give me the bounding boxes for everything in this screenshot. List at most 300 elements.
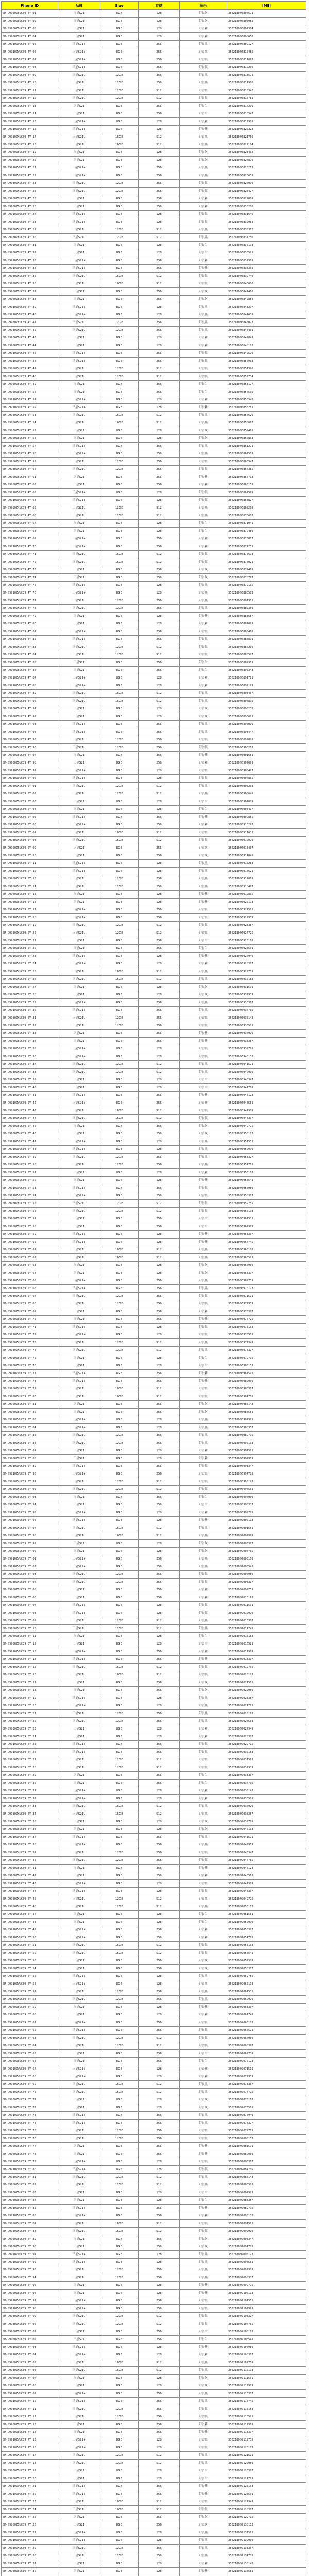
- table-row[interactable]: [2, 1300, 306, 1308]
- cell-phone-id[interactable]: SM-G9900ZBUCE9 6Y 24: [2, 1733, 58, 1741]
- cell-size[interactable]: 16GB: [100, 1254, 139, 1262]
- cell-color[interactable]: 幻影银: [180, 2405, 227, 2413]
- cell-brand[interactable]: 三星S21: [58, 937, 100, 945]
- table-row[interactable]: [2, 775, 306, 783]
- cell-storage[interactable]: 256: [139, 914, 180, 922]
- table-row[interactable]: [2, 1038, 306, 1045]
- cell-storage[interactable]: 256: [139, 1926, 180, 1934]
- cell-color[interactable]: 幻影灰: [180, 713, 227, 721]
- cell-color[interactable]: 幻影银: [180, 1115, 227, 1123]
- cell-storage[interactable]: 256: [139, 1092, 180, 1099]
- cell-imei[interactable]: 356218096880573: [227, 589, 306, 597]
- cell-color[interactable]: 幻影银: [180, 497, 227, 504]
- cell-size[interactable]: 8GB: [100, 2351, 139, 2359]
- cell-size[interactable]: 8GB: [100, 613, 139, 620]
- cell-storage[interactable]: 256: [139, 2127, 180, 2135]
- cell-imei[interactable]: 356218096898447: [227, 728, 306, 736]
- cell-brand[interactable]: 三星S21: [58, 2560, 100, 2568]
- cell-phone-id[interactable]: SM-G9980ZKUCE9 5Y 13: [2, 875, 58, 883]
- cell-size[interactable]: 16GB: [100, 2367, 139, 2375]
- cell-brand[interactable]: 三星S21U: [58, 2035, 100, 2042]
- table-row[interactable]: [2, 535, 306, 543]
- cell-phone-id[interactable]: SM-G9910ZWUCE9 5Y 47: [2, 1138, 58, 1146]
- cell-imei[interactable]: 356218097004765: [227, 1548, 306, 1555]
- cell-brand[interactable]: 三星S21U: [58, 1571, 100, 1579]
- cell-phone-id[interactable]: SM-G9900ZBUCE9 5Y 52: [2, 1177, 58, 1184]
- cell-brand[interactable]: 三星S21U: [58, 643, 100, 651]
- cell-phone-id[interactable]: SM-G9910ZWUCE9 5Y 66: [2, 1285, 58, 1293]
- cell-brand[interactable]: 三星S21U: [58, 2266, 100, 2274]
- cell-storage[interactable]: 128: [139, 2004, 180, 2011]
- table-row[interactable]: [2, 211, 306, 218]
- cell-imei[interactable]: 356218096925163: [227, 937, 306, 945]
- cell-phone-id[interactable]: SM-G9980ZKUCE9 6Y 04: [2, 1579, 58, 1586]
- cell-phone-id[interactable]: SM-G9900ZBUCE9 7Y 01: [2, 2328, 58, 2336]
- cell-size[interactable]: 12GB: [100, 1857, 139, 1865]
- cell-phone-id[interactable]: SM-G9900ZBUCE9 7Y 08: [2, 2382, 58, 2390]
- cell-storage[interactable]: 256: [139, 481, 180, 489]
- table-row[interactable]: [2, 1069, 306, 1076]
- cell-imei[interactable]: 356218097109755: [227, 2359, 306, 2367]
- cell-size[interactable]: 8GB: [100, 2259, 139, 2266]
- cell-brand[interactable]: 三星S21U: [58, 1486, 100, 1494]
- cell-phone-id[interactable]: SM-G9910ZWUCE9 6Y 43: [2, 1880, 58, 1888]
- cell-size[interactable]: 12GB: [100, 1300, 139, 1308]
- cell-phone-id[interactable]: SM-G9980ZKUCE9 6Y 69: [2, 2081, 58, 2089]
- table-row[interactable]: [2, 613, 306, 620]
- table-row[interactable]: [2, 1455, 306, 1463]
- cell-imei[interactable]: 356218096944785: [227, 1084, 306, 1092]
- cell-brand[interactable]: 三星S21+: [58, 999, 100, 1007]
- cell-brand[interactable]: 三星S21+: [58, 1370, 100, 1378]
- cell-brand[interactable]: 三星S21U: [58, 2460, 100, 2467]
- cell-storage[interactable]: 128: [139, 991, 180, 999]
- cell-storage[interactable]: 512: [139, 2460, 180, 2467]
- cell-imei[interactable]: 356218096937929: [227, 1030, 306, 1038]
- cell-imei[interactable]: 356218096877469: [227, 566, 306, 574]
- cell-size[interactable]: 8GB: [100, 126, 139, 133]
- table-row[interactable]: [2, 473, 306, 481]
- cell-imei[interactable]: 356218097104765: [227, 2320, 306, 2328]
- cell-phone-id[interactable]: SM-G9900ZBUCE9 5Y 15: [2, 891, 58, 899]
- cell-phone-id[interactable]: SM-G9900ZBUCE9 6Y 42: [2, 1872, 58, 1880]
- cell-storage[interactable]: 128: [139, 620, 180, 628]
- table-row[interactable]: [2, 1486, 306, 1494]
- cell-size[interactable]: 8GB: [100, 33, 139, 41]
- cell-phone-id[interactable]: SM-G9980ZKUCE9 4Y 10: [2, 79, 58, 87]
- cell-storage[interactable]: 256: [139, 195, 180, 203]
- cell-color[interactable]: 幻影黑: [180, 2181, 227, 2189]
- cell-imei[interactable]: 356218096814908: [227, 79, 306, 87]
- cell-size[interactable]: 8GB: [100, 489, 139, 497]
- cell-brand[interactable]: 三星S21U: [58, 2359, 100, 2367]
- table-row[interactable]: [2, 1478, 306, 1486]
- cell-color[interactable]: 幻影紫: [180, 1455, 227, 1463]
- table-row[interactable]: [2, 1463, 306, 1470]
- cell-phone-id[interactable]: SM-G9980ZKUCE9 5Y 67: [2, 1293, 58, 1300]
- cell-phone-id[interactable]: SM-G9910ZWUCE9 5Y 18: [2, 914, 58, 922]
- cell-phone-id[interactable]: SM-G9910ZWUCE9 6Y 38: [2, 1841, 58, 1849]
- cell-imei[interactable]: 356218096960193: [227, 1208, 306, 1215]
- cell-storage[interactable]: 512: [139, 365, 180, 373]
- cell-imei[interactable]: 356218096804571: [227, 10, 306, 18]
- cell-size[interactable]: 12GB: [100, 1849, 139, 1857]
- cell-storage[interactable]: 256: [139, 265, 180, 273]
- cell-phone-id[interactable]: SM-G9900ZBUCE9 4Y 67: [2, 520, 58, 528]
- cell-color[interactable]: 幻影紫: [180, 1733, 227, 1741]
- cell-color[interactable]: 幻影灰: [180, 1818, 227, 1826]
- table-row[interactable]: [2, 2305, 306, 2313]
- cell-storage[interactable]: 256: [139, 605, 180, 613]
- cell-storage[interactable]: 256: [139, 1223, 180, 1231]
- cell-brand[interactable]: 三星S21+: [58, 535, 100, 543]
- cell-brand[interactable]: 三星S21+: [58, 1702, 100, 1710]
- cell-storage[interactable]: 128: [139, 2259, 180, 2266]
- cell-color[interactable]: 幻影银: [180, 2042, 227, 2050]
- cell-storage[interactable]: 512: [139, 2506, 180, 2514]
- cell-color[interactable]: 幻影紫: [180, 2351, 227, 2359]
- cell-storage[interactable]: 128: [139, 806, 180, 814]
- cell-size[interactable]: 8GB: [100, 759, 139, 767]
- cell-brand[interactable]: 三星S21: [58, 1679, 100, 1687]
- cell-brand[interactable]: 三星S21: [58, 2382, 100, 2390]
- cell-storage[interactable]: 128: [139, 2251, 180, 2259]
- cell-size[interactable]: 8GB: [100, 852, 139, 860]
- cell-imei[interactable]: 356218096923387: [227, 922, 306, 929]
- cell-size[interactable]: 8GB: [100, 659, 139, 667]
- table-row[interactable]: [2, 852, 306, 860]
- cell-color[interactable]: 幻影银: [180, 87, 227, 95]
- cell-brand[interactable]: 三星S21U: [58, 504, 100, 512]
- table-row[interactable]: [2, 2019, 306, 2027]
- cell-brand[interactable]: 三星S21: [58, 249, 100, 257]
- cell-color[interactable]: 幻影灰: [180, 1262, 227, 1269]
- table-row[interactable]: [2, 1996, 306, 2004]
- cell-imei[interactable]: 356218096927949: [227, 953, 306, 960]
- cell-storage[interactable]: 512: [139, 976, 180, 984]
- cell-imei[interactable]: 356218096846401: [227, 327, 306, 334]
- cell-imei[interactable]: 356218096962979: [227, 1223, 306, 1231]
- table-row[interactable]: [2, 1107, 306, 1115]
- cell-color[interactable]: 幻影黑: [180, 1285, 227, 1293]
- cell-brand[interactable]: 三星S21U: [58, 2367, 100, 2375]
- cell-imei[interactable]: 356218096843297: [227, 303, 306, 311]
- cell-imei[interactable]: 356218096985143: [227, 1401, 306, 1409]
- cell-storage[interactable]: 512: [139, 95, 180, 103]
- cell-storage[interactable]: 256: [139, 2336, 180, 2344]
- cell-color[interactable]: 幻影白: [180, 2189, 227, 2197]
- cell-storage[interactable]: 256: [139, 2398, 180, 2405]
- table-row[interactable]: [2, 2405, 306, 2413]
- cell-storage[interactable]: 512: [139, 419, 180, 427]
- cell-size[interactable]: 8GB: [100, 1965, 139, 1973]
- table-row[interactable]: [2, 2483, 306, 2490]
- cell-phone-id[interactable]: SM-G9900ZBUCE9 6Y 60: [2, 2011, 58, 2019]
- cell-color[interactable]: 幻影黑: [180, 133, 227, 141]
- cell-imei[interactable]: 356218097074725: [227, 2089, 306, 2096]
- cell-imei[interactable]: 356218097127949: [227, 2498, 306, 2506]
- cell-phone-id[interactable]: SM-G9900ZBUCE9 4Y 04: [2, 33, 58, 41]
- table-row[interactable]: [2, 1548, 306, 1555]
- cell-color[interactable]: 幻影灰: [180, 984, 227, 991]
- cell-color[interactable]: 幻影银: [180, 350, 227, 358]
- cell-imei[interactable]: 356218096885463: [227, 628, 306, 636]
- cell-size[interactable]: 8GB: [100, 906, 139, 914]
- cell-size[interactable]: 8GB: [100, 2305, 139, 2313]
- cell-storage[interactable]: 256: [139, 1563, 180, 1571]
- table-row[interactable]: [2, 1370, 306, 1378]
- table-row[interactable]: [2, 1045, 306, 1053]
- cell-color[interactable]: 幻影紫: [180, 814, 227, 821]
- cell-size[interactable]: 16GB: [100, 273, 139, 280]
- cell-size[interactable]: 12GB: [100, 783, 139, 790]
- cell-storage[interactable]: 128: [139, 713, 180, 721]
- cell-phone-id[interactable]: SM-G9900ZBUCE9 4Y 74: [2, 574, 58, 582]
- table-row[interactable]: [2, 1810, 306, 1818]
- cell-color[interactable]: 幻影黑: [180, 412, 227, 419]
- cell-size[interactable]: 8GB: [100, 543, 139, 551]
- cell-phone-id[interactable]: SM-G9910ZWUCE9 5Y 12: [2, 868, 58, 875]
- cell-imei[interactable]: 356218097126501: [227, 2490, 306, 2498]
- table-row[interactable]: [2, 806, 306, 814]
- cell-storage[interactable]: 256: [139, 906, 180, 914]
- cell-color[interactable]: 幻影银: [180, 2166, 227, 2174]
- table-row[interactable]: [2, 1579, 306, 1586]
- cell-brand[interactable]: 三星S21: [58, 2568, 100, 2575]
- table-row[interactable]: [2, 1787, 306, 1795]
- cell-color[interactable]: 幻影银: [180, 829, 227, 837]
- cell-storage[interactable]: 128: [139, 1084, 180, 1092]
- cell-size[interactable]: 8GB: [100, 342, 139, 350]
- cell-brand[interactable]: 三星S21+: [58, 303, 100, 311]
- cell-phone-id[interactable]: SM-G9900ZBUCE9 5Y 76: [2, 1362, 58, 1370]
- cell-color[interactable]: 幻影白: [180, 2058, 227, 2065]
- cell-phone-id[interactable]: SM-G9900ZBUCE9 6Y 35: [2, 1818, 58, 1826]
- cell-imei[interactable]: 356218096827099: [227, 180, 306, 188]
- cell-brand[interactable]: 三星S21U: [58, 968, 100, 976]
- cell-color[interactable]: 幻影黑: [180, 2081, 227, 2089]
- cell-phone-id[interactable]: SM-G9980ZKUCE9 6Y 88: [2, 2228, 58, 2235]
- cell-size[interactable]: 8GB: [100, 1378, 139, 1385]
- cell-color[interactable]: 幻影黑: [180, 860, 227, 868]
- cell-storage[interactable]: 128: [139, 2568, 180, 2575]
- cell-imei[interactable]: 356218096841416: [227, 288, 306, 296]
- cell-size[interactable]: 16GB: [100, 2228, 139, 2235]
- cell-phone-id[interactable]: SM-G9910ZWUCE9 6Y 37: [2, 1834, 58, 1841]
- cell-brand[interactable]: 三星S21: [58, 2521, 100, 2529]
- cell-phone-id[interactable]: SM-G9980ZKUCE9 6Y 15: [2, 1664, 58, 1671]
- table-row[interactable]: [2, 1393, 306, 1401]
- cell-size[interactable]: 12GB: [100, 2135, 139, 2143]
- cell-size[interactable]: 8GB: [100, 2490, 139, 2498]
- cell-imei[interactable]: 356218097087929: [227, 2189, 306, 2197]
- cell-phone-id[interactable]: SM-G9980ZKUCE9 4Y 47: [2, 365, 58, 373]
- cell-imei[interactable]: 356218096957989: [227, 1184, 306, 1192]
- cell-phone-id[interactable]: SM-G9980ZKUCE9 4Y 60: [2, 466, 58, 473]
- cell-storage[interactable]: 256: [139, 180, 180, 188]
- cell-color[interactable]: 幻影黑: [180, 2552, 227, 2560]
- header-imei[interactable]: IMEI: [227, 2, 306, 10]
- cell-brand[interactable]: 三星S21+: [58, 543, 100, 551]
- table-row[interactable]: [2, 2398, 306, 2405]
- table-row[interactable]: [2, 1192, 306, 1200]
- cell-phone-id[interactable]: SM-G9910ZWUCE9 4Y 16: [2, 126, 58, 133]
- cell-color[interactable]: 幻影黑: [180, 1154, 227, 1161]
- table-row[interactable]: [2, 2058, 306, 2065]
- cell-brand[interactable]: 三星S21U: [58, 1154, 100, 1161]
- cell-phone-id[interactable]: SM-G9910ZWUCE9 6Y 55: [2, 1973, 58, 1980]
- cell-storage[interactable]: 256: [139, 327, 180, 334]
- cell-storage[interactable]: 256: [139, 1772, 180, 1780]
- cell-color[interactable]: 幻影银: [180, 489, 227, 497]
- cell-storage[interactable]: 256: [139, 574, 180, 582]
- cell-imei[interactable]: 356218097132939: [227, 2537, 306, 2545]
- cell-brand[interactable]: 三星S21: [58, 752, 100, 759]
- cell-phone-id[interactable]: SM-G9900ZBUCE9 4Y 49: [2, 381, 58, 388]
- table-row[interactable]: [2, 543, 306, 551]
- cell-phone-id[interactable]: SM-G9900ZBUCE9 4Y 25: [2, 195, 58, 203]
- cell-imei[interactable]: 356218096895233: [227, 705, 306, 713]
- cell-brand[interactable]: 三星S21+: [58, 1841, 100, 1849]
- table-row[interactable]: [2, 1957, 306, 1965]
- cell-imei[interactable]: 356218096905203: [227, 783, 306, 790]
- cell-imei[interactable]: 356218096903427: [227, 767, 306, 775]
- table-row[interactable]: [2, 1664, 306, 1671]
- cell-color[interactable]: 幻影紫: [180, 2065, 227, 2073]
- cell-imei[interactable]: 356218096902099: [227, 759, 306, 767]
- cell-phone-id[interactable]: SM-G9980ZKUCE9 7Y 05: [2, 2359, 58, 2367]
- cell-imei[interactable]: 356218097050113: [227, 1903, 306, 1911]
- cell-brand[interactable]: 三星S21: [58, 427, 100, 435]
- cell-color[interactable]: 幻影银: [180, 2498, 227, 2506]
- cell-storage[interactable]: 512: [139, 1810, 180, 1818]
- cell-imei[interactable]: 356218096956541: [227, 1177, 306, 1184]
- table-row[interactable]: [2, 2150, 306, 2158]
- cell-storage[interactable]: 256: [139, 1014, 180, 1022]
- table-row[interactable]: [2, 497, 306, 504]
- table-row[interactable]: [2, 2390, 306, 2398]
- cell-storage[interactable]: 128: [139, 218, 180, 226]
- table-row[interactable]: [2, 752, 306, 759]
- cell-storage[interactable]: 256: [139, 56, 180, 64]
- cell-imei[interactable]: 356218097111531: [227, 2375, 306, 2382]
- cell-imei[interactable]: 356218096959755: [227, 1200, 306, 1208]
- cell-imei[interactable]: 356218097083367: [227, 2158, 306, 2166]
- cell-color[interactable]: 幻影灰: [180, 574, 227, 582]
- cell-size[interactable]: 8GB: [100, 1919, 139, 1926]
- table-row[interactable]: [2, 358, 306, 365]
- cell-imei[interactable]: 356218096884025: [227, 620, 306, 628]
- cell-brand[interactable]: 三星S21U: [58, 133, 100, 141]
- cell-imei[interactable]: 356218096875693: [227, 551, 306, 558]
- cell-storage[interactable]: 256: [139, 473, 180, 481]
- cell-imei[interactable]: 356218096922959: [227, 914, 306, 922]
- cell-phone-id[interactable]: SM-G9910ZWUCE9 4Y 94: [2, 728, 58, 736]
- cell-storage[interactable]: 128: [139, 118, 180, 126]
- cell-color[interactable]: 幻影黑: [180, 968, 227, 976]
- table-row[interactable]: [2, 1130, 306, 1138]
- cell-color[interactable]: 幻影紫: [180, 1509, 227, 1517]
- cell-brand[interactable]: 三星S21: [58, 388, 100, 396]
- cell-imei[interactable]: 356218096897019: [227, 721, 306, 728]
- cell-storage[interactable]: 256: [139, 1865, 180, 1872]
- cell-brand[interactable]: 三星S21+: [58, 64, 100, 72]
- cell-size[interactable]: 8GB: [100, 2058, 139, 2065]
- cell-color[interactable]: 幻影银: [180, 1045, 227, 1053]
- table-row[interactable]: [2, 1640, 306, 1648]
- cell-storage[interactable]: 128: [139, 342, 180, 350]
- cell-storage[interactable]: 256: [139, 1184, 180, 1192]
- cell-color[interactable]: 幻影紫: [180, 2212, 227, 2220]
- cell-brand[interactable]: 三星S21: [58, 1308, 100, 1316]
- cell-imei[interactable]: 356218097042919: [227, 1841, 306, 1849]
- cell-phone-id[interactable]: SM-G9980ZKUCE9 4Y 84: [2, 651, 58, 659]
- cell-size[interactable]: 8GB: [100, 1795, 139, 1803]
- cell-brand[interactable]: 三星S21+: [58, 2444, 100, 2452]
- cell-color[interactable]: 幻影白: [180, 667, 227, 674]
- cell-brand[interactable]: 三星S21+: [58, 2212, 100, 2220]
- cell-imei[interactable]: 356218096831646: [227, 211, 306, 218]
- cell-brand[interactable]: 三星S21U: [58, 2498, 100, 2506]
- table-row[interactable]: [2, 2568, 306, 2575]
- cell-size[interactable]: 12GB: [100, 2174, 139, 2181]
- cell-imei[interactable]: 356218097073387: [227, 2081, 306, 2089]
- cell-storage[interactable]: 512: [139, 280, 180, 288]
- cell-color[interactable]: 幻影紫: [180, 821, 227, 829]
- cell-brand[interactable]: 三星S21: [58, 1084, 100, 1092]
- cell-size[interactable]: 8GB: [100, 195, 139, 203]
- cell-imei[interactable]: 356218096947909: [227, 1107, 306, 1115]
- cell-color[interactable]: 幻影紫: [180, 1865, 227, 1872]
- cell-brand[interactable]: 三星S21U: [58, 2313, 100, 2320]
- cell-size[interactable]: 8GB: [100, 2205, 139, 2212]
- cell-color[interactable]: 幻影银: [180, 1385, 227, 1393]
- cell-size[interactable]: 8GB: [100, 1509, 139, 1517]
- cell-size[interactable]: 8GB: [100, 334, 139, 342]
- cell-phone-id[interactable]: SM-G9900ZBUCE9 5Y 94: [2, 1501, 58, 1509]
- cell-storage[interactable]: 128: [139, 613, 180, 620]
- cell-color[interactable]: 幻影灰: [180, 1269, 227, 1277]
- table-row[interactable]: [2, 56, 306, 64]
- cell-color[interactable]: 幻影白: [180, 242, 227, 249]
- cell-storage[interactable]: 256: [139, 188, 180, 195]
- cell-color[interactable]: 幻影灰: [180, 10, 227, 18]
- cell-size[interactable]: 12GB: [100, 466, 139, 473]
- cell-color[interactable]: 幻影紫: [180, 620, 227, 628]
- cell-size[interactable]: 8GB: [100, 1725, 139, 1733]
- cell-color[interactable]: 幻影白: [180, 1501, 227, 1509]
- cell-size[interactable]: 8GB: [100, 1192, 139, 1200]
- cell-brand[interactable]: 三星S21: [58, 852, 100, 860]
- cell-size[interactable]: 8GB: [100, 103, 139, 110]
- cell-brand[interactable]: 三星S21+: [58, 1555, 100, 1563]
- cell-phone-id[interactable]: SM-G9980ZKUCE9 4Y 41: [2, 319, 58, 327]
- cell-phone-id[interactable]: SM-G9980ZKUCE9 5Y 50: [2, 1161, 58, 1169]
- cell-imei[interactable]: 356218097130153: [227, 2521, 306, 2529]
- table-row[interactable]: [2, 844, 306, 852]
- table-row[interactable]: [2, 814, 306, 821]
- table-row[interactable]: [2, 1494, 306, 1501]
- cell-color[interactable]: 幻影灰: [180, 157, 227, 164]
- cell-size[interactable]: 8GB: [100, 2390, 139, 2398]
- cell-size[interactable]: 16GB: [100, 2089, 139, 2096]
- cell-storage[interactable]: 256: [139, 1857, 180, 1865]
- cell-size[interactable]: 12GB: [100, 1200, 139, 1208]
- table-row[interactable]: [2, 2375, 306, 2382]
- cell-color[interactable]: 幻影银: [180, 1671, 227, 1679]
- table-row[interactable]: [2, 2560, 306, 2568]
- table-row[interactable]: [2, 790, 306, 798]
